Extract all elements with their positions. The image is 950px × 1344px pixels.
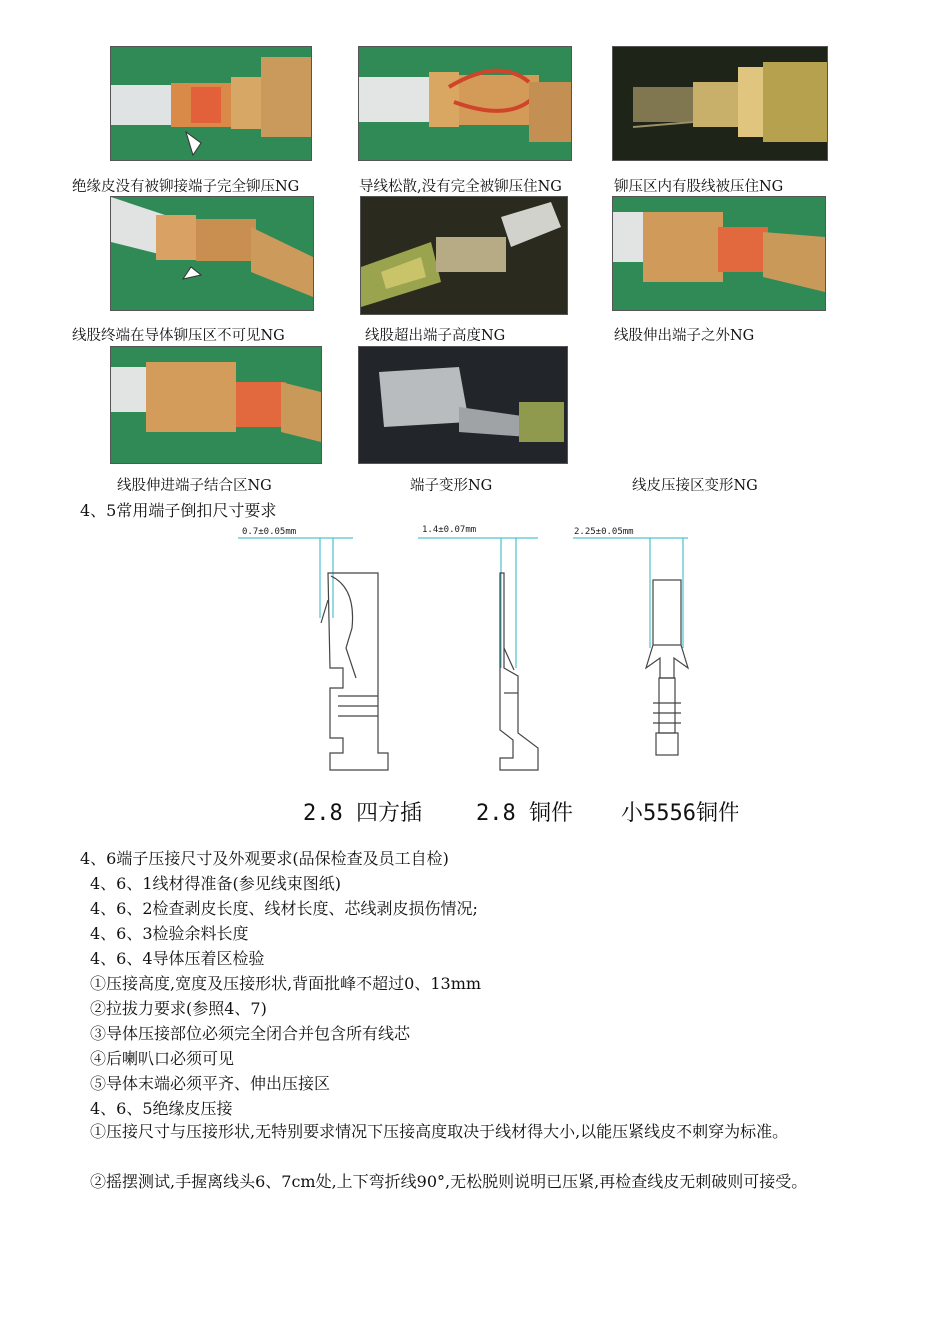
section-heading-46: 4、6端子压接尺寸及外观要求(品保检查及员工自检) [80,849,449,868]
section-heading-45: 4、5常用端子倒扣尺寸要求 [80,501,277,520]
caption: 导线松散,没有完全被铆压住NG [359,179,562,195]
dim-label-1: 0.7±0.05mm [242,527,297,537]
list-item: ④后喇叭口必须可见 [90,1049,235,1068]
photo-strand-into-transition [110,346,322,464]
terminal-label-1: 2.8 四方插 [303,801,422,826]
dim-label-2: 1.4±0.07mm [422,525,477,535]
list-item: 4、6、5绝缘皮压接 [90,1099,233,1118]
caption: 绝缘皮没有被铆接端子完全铆压NG [72,179,300,195]
caption: 线股终端在导体铆压区不可见NG [72,328,285,344]
photo-loose-strands [358,46,572,161]
list-item: 4、6、4导体压着区检验 [90,949,265,968]
paragraph: ①压接尺寸与压接形状,无特别要求情况下压接高度取决于线材得大小,以能压紧线皮不刺穿为标准。 [90,1122,789,1141]
terminal-outline-2 [500,573,538,770]
caption: 线皮压接区变形NG [632,478,758,494]
terminal-diagram [228,518,738,838]
caption: 铆压区内有股线被压住NG [614,179,784,195]
paragraph: ②摇摆测试,手握离线头6、7cm处,上下弯折线90°,无松脱则说明已压紧,再检查线皮无刺破则可接受。 [90,1172,808,1191]
photo-terminal-deformed [358,346,568,464]
terminal-label-3: 小5556铜件 [621,801,738,826]
list-item: ②拉拔力要求(参照4、7) [90,999,267,1018]
list-item: ⑤导体末端必须平齐、伸出压接区 [90,1074,331,1093]
photo-strand-end-not-visible [110,196,314,311]
caption: 线股伸出端子之外NG [614,328,755,344]
terminal-outline-3 [646,580,688,755]
caption: 端子变形NG [410,478,493,494]
list-item: 4、6、3检验余料长度 [90,924,249,943]
caption: 线股超出端子高度NG [365,328,506,344]
list-item: 4、6、1线材得准备(参见线束图纸) [90,874,342,893]
dim-label-3: 2.25±0.05mm [574,527,634,537]
list-item: ③导体压接部位必须完全闭合并包含所有线芯 [90,1024,411,1043]
list-item: ①压接高度,宽度及压接形状,背面批峰不超过0、13mm [90,974,482,993]
caption: 线股伸进端子结合区NG [117,478,272,494]
photo-insulation-not-crimped [110,46,312,161]
list-item: 4、6、2检查剥皮长度、线材长度、芯线剥皮损伤情况; [90,899,478,918]
terminal-label-2: 2.8 铜件 [476,801,573,826]
terminal-outline-1 [321,573,388,770]
photo-strand-pinched [612,46,828,161]
photo-strand-sticks-out [612,196,826,311]
photo-strand-exceeds-height [360,196,568,315]
